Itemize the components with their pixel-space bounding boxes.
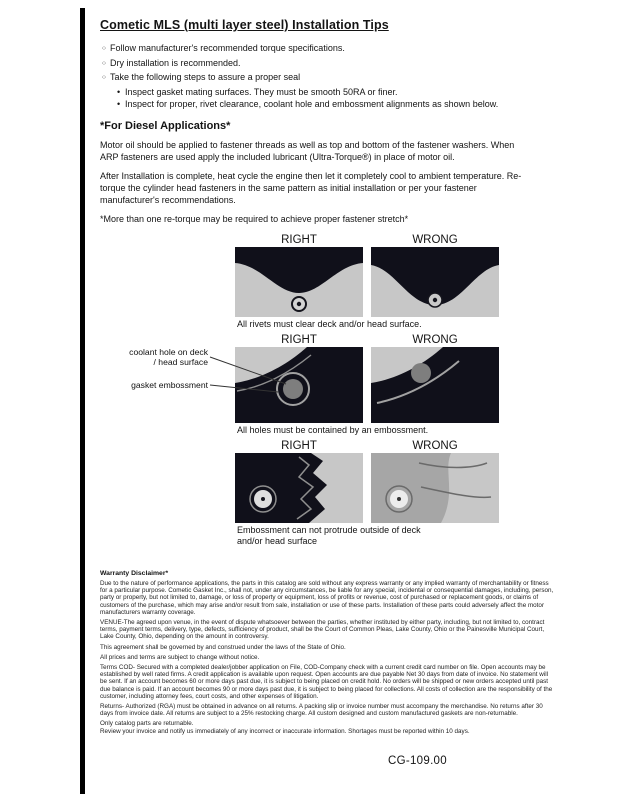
figure-rivet-right — [235, 247, 363, 317]
diesel-paragraph-2: After Installation is complete, heat cycle the engine then let it completely cool to ambient temperature. Re-torque the cylinder head fasteners in the same pattern as initial installation or per your fastener manufacturer's recommendations. — [100, 170, 522, 205]
tip-item — [100, 57, 562, 72]
diagram-headers — [235, 334, 499, 346]
main-content — [100, 18, 562, 551]
warranty-heading: Warranty Disclaimer* — [100, 570, 169, 577]
tip-text: Inspect gasket mating surfaces. They must be smooth 50RA or finer. — [125, 86, 398, 97]
diagram-figures — [235, 347, 562, 423]
wrong-label: WRONG — [412, 333, 458, 346]
warranty-paragraph: This agreement shall be governed by and construed under the laws of the State of Ohio. — [100, 643, 346, 651]
gasket-embossment-callout: gasket embossment — [131, 379, 208, 390]
page-title: Cometic MLS (multi layer steel) Installation Tips — [100, 18, 389, 32]
rivet-caption: All rivets must clear deck and/or head surface. — [237, 318, 422, 329]
diagram-headers — [235, 234, 499, 246]
wrong-label: WRONG — [412, 233, 458, 246]
diagram-figures — [235, 247, 562, 317]
figure-hole-wrong — [371, 347, 499, 423]
filled-bullet-icon — [115, 98, 125, 111]
right-label: RIGHT — [281, 439, 317, 452]
open-bullet-icon — [100, 71, 110, 86]
warranty-disclaimer-section — [100, 570, 555, 738]
bolt-hole-dot — [261, 497, 265, 501]
figure-embossment-wrong — [371, 453, 499, 523]
filled-bullet-icon — [115, 86, 125, 99]
warranty-paragraph: VENUE-The agreed upon venue, in the event of dispute whatsoever between the parties, whether instituted by either party, including, but not limited to, contract terms, payment terms, delivery, type, defects, sufficiency of product, shall be the Court of Common Pleas, Lake County, Ohio or the Painesville Municipal Court, Lake County, Ohio, depending on the amount in controversy. — [100, 619, 545, 641]
installation-tips-list — [100, 42, 562, 111]
warranty-paragraph: All prices and terms are subject to change without notice. — [100, 653, 260, 661]
tip-text: Inspect for proper, rivet clearance, coolant hole and embossment alignments as shown below. — [125, 99, 499, 109]
rivet-center-dot — [433, 297, 437, 301]
warranty-paragraph: Only catalog parts are returnable. — [100, 720, 194, 728]
right-label: RIGHT — [281, 333, 317, 346]
rivet-center-dot — [297, 301, 301, 305]
retorque-note: *More than one re-torque may be required to achieve proper fastener stretch* — [100, 213, 409, 224]
tip-text: Take the following steps to assure a proper seal — [110, 72, 301, 82]
page-code: CG-109.00 — [388, 755, 447, 767]
deck-shape-gray — [371, 453, 451, 523]
figure-embossment-right — [235, 453, 363, 523]
coolant-hole-shape — [283, 379, 303, 399]
tip-item — [100, 42, 562, 57]
diagram-row-rivets — [100, 234, 562, 330]
diesel-paragraph-1: Motor oil should be applied to fastener threads as well as top and bottom of the fastener washers. When ARP fasteners are used apply the included lubricant (Ultra-Torque®) in place of motor oil. — [100, 139, 515, 162]
coolant-hole-shape — [411, 363, 431, 383]
bolt-hole-dot — [397, 497, 401, 501]
tip-sub-item — [115, 86, 562, 99]
figure-hole-right — [235, 347, 363, 423]
coolant-hole-callout: coolant hole on deck / head surface — [129, 346, 208, 367]
diagram-section — [100, 234, 562, 547]
tip-text: Follow manufacturer's recommended torque specifications. — [110, 43, 345, 53]
diagram-headers — [235, 440, 499, 452]
tip-sub-item — [115, 98, 562, 111]
gasket-edge-shape — [235, 453, 327, 523]
holes-caption: All holes must be contained by an embossment. — [237, 424, 429, 435]
embossment-caption: Embossment can not protrude outside of deck and/or head surface — [237, 524, 421, 546]
tip-text: Dry installation is recommended. — [110, 57, 241, 68]
diagram-row-holes — [100, 334, 562, 436]
warranty-paragraph: Due to the nature of performance applications, the parts in this catalog are sold without any express warranty or any implied warranty of merchantability or fitness for a particular purpose. Cometic Gasket Inc., shall not, under any circumstances, be liable for any special, incidental or consequential damages, including, person, party or property, but not limited to, damage, or loss of property or equipment, loss of profits or revenue, cost of purchased or replacement goods, or claims of customers of the purchase, which may arise and/or result from sale, installation or use of these parts. Installation of these parts could adversely affect the motor manufacturers warranty coverage. — [100, 580, 554, 616]
diagram-row-embossment — [100, 440, 562, 547]
tip-item — [100, 71, 562, 86]
open-bullet-icon — [100, 42, 110, 57]
right-label: RIGHT — [281, 233, 317, 246]
left-border-rule — [80, 8, 85, 794]
figure-rivet-wrong — [371, 247, 499, 317]
warranty-paragraph: Returns- Authorized (RGA) must be obtained in advance on all returns. A packing slip or invoice number must accompany the merchandise. No returns after 30 days from invoice date. All returns are subject to a 25% restocking charge. All custom designed and custom manufactured gaskets are non-returnable. — [100, 703, 543, 718]
diesel-applications-heading: *For Diesel Applications* — [100, 119, 231, 132]
open-bullet-icon — [100, 57, 110, 72]
warranty-paragraph: Terms COD- Secured with a completed dealer/jobber application on File, COD-Company check with a current credit card number on file. Open accounts may be established by well rated firms. A credit application is available upon request. Open accounts are due payable Net 30 days from date of invoice. No statement will be sent. If an account becomes 60 or more days past due, it is subject to being placed on credit hold. No orders will be shipped or new orders accepted until past due balance is paid. If an account becomes 90 or more days past due, it is subject to being placed for collections. All costs of collection are the responsibility of the customer, including attorney fees, court costs, and other expenses of litigation. — [100, 664, 553, 700]
wrong-label: WRONG — [412, 439, 458, 452]
diagram-figures — [235, 453, 562, 523]
warranty-paragraph: Review your invoice and notify us immediately of any incorrect or inaccurate information. Shortages must be reported within 10 days. — [100, 727, 470, 735]
